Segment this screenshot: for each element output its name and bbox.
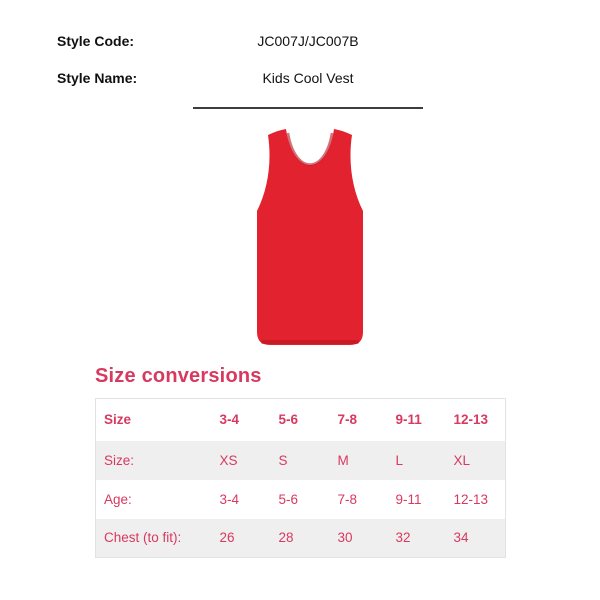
header-cell-12-13: 12-13	[453, 412, 489, 428]
table-cell: 30	[337, 530, 353, 546]
table-cell: M	[337, 452, 349, 468]
table-row-age	[96, 480, 506, 519]
table-header-row	[96, 399, 506, 441]
divider-line	[193, 107, 423, 109]
header-cell-9-11: 9-11	[395, 412, 422, 428]
header-cell-3-4: 3-4	[219, 412, 240, 428]
row-label: Size:	[104, 452, 135, 468]
style-name-label: Style Name:	[57, 70, 138, 86]
red-vest-illustration	[250, 127, 370, 349]
table-row-chest	[96, 519, 506, 558]
style-code-value: JC007J/JC007B	[257, 33, 359, 49]
header-cell-7-8: 7-8	[337, 412, 358, 428]
table-cell: 9-11	[395, 491, 422, 507]
row-label: Age:	[104, 491, 132, 507]
size-conversions-table	[95, 398, 506, 558]
size-conversions-heading: Size conversions	[95, 365, 262, 387]
table-cell: L	[395, 452, 404, 468]
table-row-size	[96, 441, 506, 480]
table-cell: 12-13	[453, 491, 489, 507]
table-cell: 32	[395, 530, 411, 546]
table-cell: 34	[453, 530, 469, 546]
table-cell: 3-4	[219, 491, 240, 507]
vest-body-shape	[257, 129, 363, 345]
table-cell: 28	[278, 530, 294, 546]
row-label: Chest (to fit):	[104, 530, 182, 546]
table-cell: XL	[453, 452, 471, 468]
table-cell: S	[278, 452, 288, 468]
table-cell: 7-8	[337, 491, 358, 507]
style-code-label: Style Code:	[57, 33, 135, 49]
header-cell-size: Size	[104, 412, 132, 428]
style-name-value: Kids Cool Vest	[262, 70, 354, 86]
table-cell: XS	[219, 452, 238, 468]
header-cell-5-6: 5-6	[278, 412, 299, 428]
table-cell: 26	[219, 530, 235, 546]
product-image-red-vest	[250, 127, 370, 349]
table-cell: 5-6	[278, 491, 299, 507]
